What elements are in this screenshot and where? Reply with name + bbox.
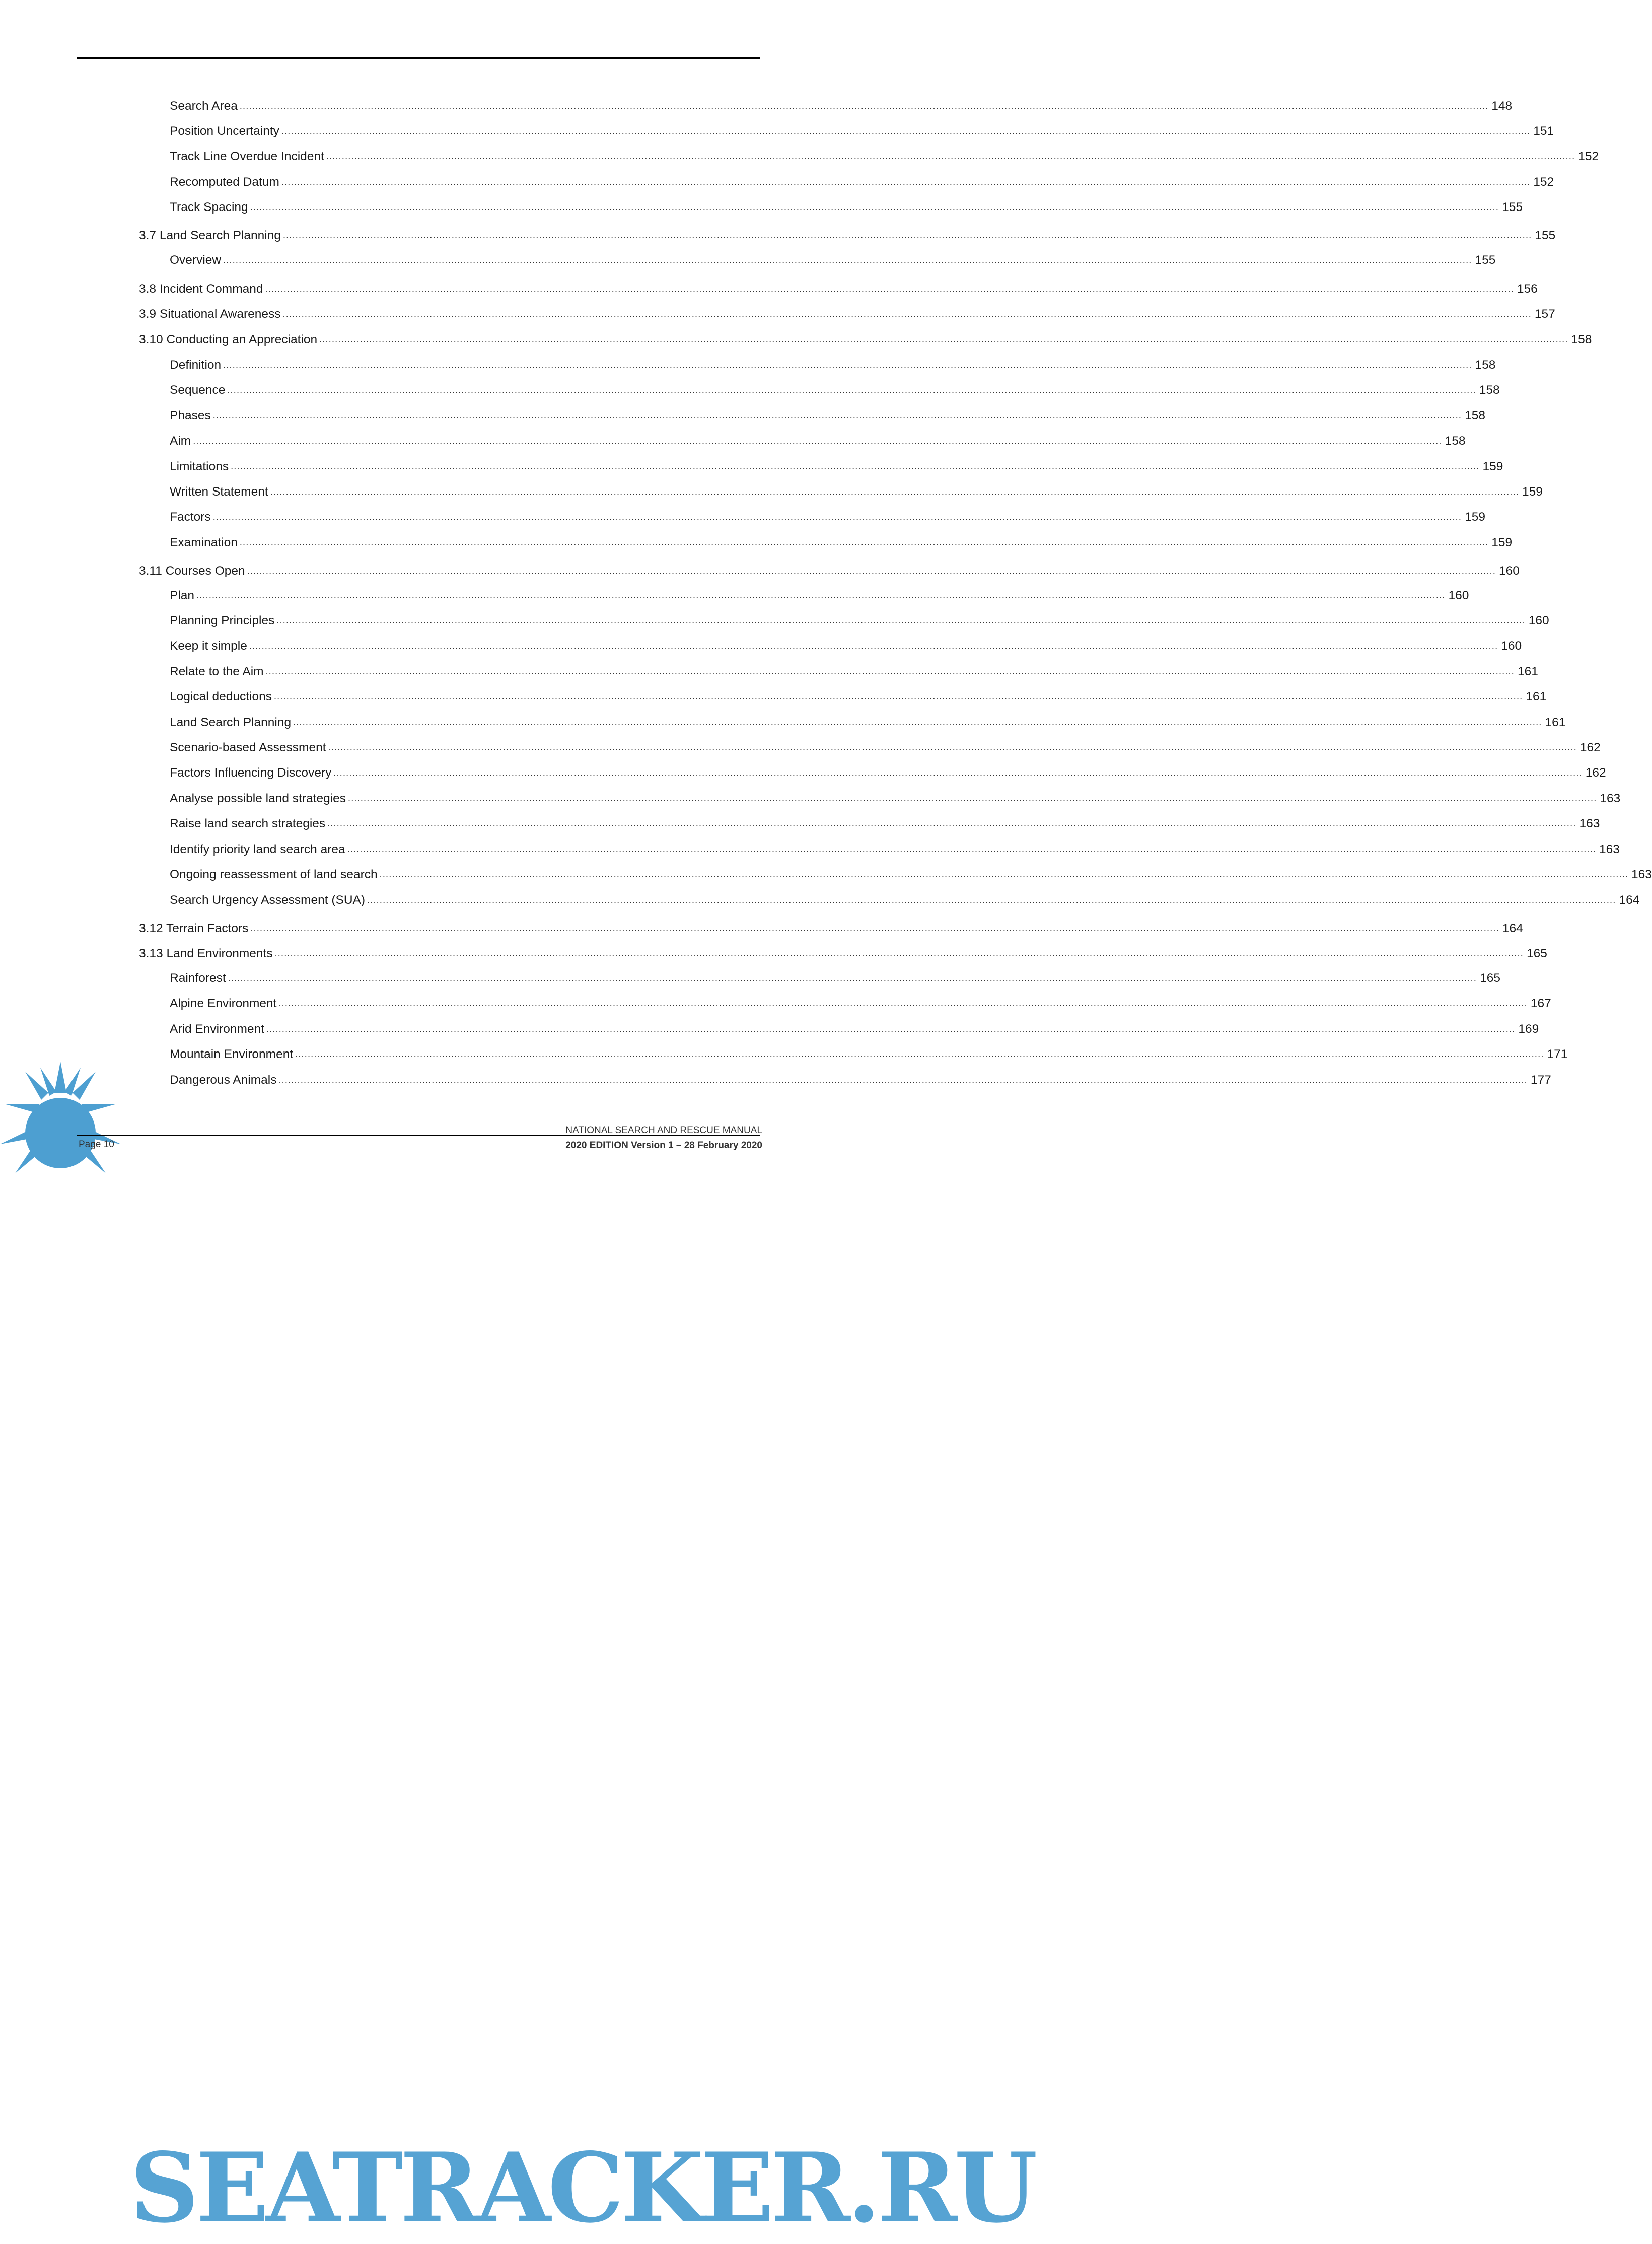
- toc-entry-label: Aim: [170, 434, 191, 448]
- toc-entry-label: Definition: [170, 358, 222, 372]
- toc-entry-label: Overview: [170, 253, 222, 267]
- toc-entry[interactable]: [170, 356, 1496, 373]
- toc-entry[interactable]: [170, 891, 1640, 908]
- toc-entry[interactable]: [170, 1020, 1539, 1037]
- toc-entry-page: 159: [1491, 536, 1513, 549]
- toc-entry-label: Land Search Planning: [170, 716, 292, 729]
- toc-entry-page: 155: [1535, 229, 1556, 242]
- toc-entry[interactable]: [170, 381, 1500, 398]
- toc-dot-leader: ................................................................................................................................................................................................................................................................................................................................................................................................................: [227, 385, 1476, 395]
- toc-entry-label: 3.10 Conducting an Appreciation: [139, 333, 318, 346]
- toc-entry[interactable]: [170, 713, 1566, 730]
- toc-entry[interactable]: [139, 330, 1592, 347]
- toc-entry-page: 151: [1533, 124, 1554, 138]
- toc-entry-page: 156: [1517, 282, 1538, 296]
- toc-dot-leader: ................................................................................................................................................................................................................................................................................................................................................................................................................: [231, 461, 1480, 471]
- toc-entry-label: 3.9 Situational Awareness: [139, 307, 281, 321]
- toc-entry-page: 165: [1526, 947, 1547, 960]
- toc-entry-label: Search Urgency Assessment (SUA): [170, 893, 366, 907]
- toc-entry-label: Sequence: [170, 383, 226, 397]
- toc-entry[interactable]: [170, 406, 1485, 424]
- toc-entry[interactable]: [170, 482, 1543, 500]
- toc-entry[interactable]: [170, 173, 1554, 190]
- toc-entry-page: 160: [1499, 564, 1520, 578]
- toc-entry-label: Position Uncertainty: [170, 124, 279, 138]
- toc-entry-page: 155: [1502, 200, 1523, 214]
- toc-entry-page: 165: [1480, 971, 1500, 985]
- toc-entry[interactable]: [170, 662, 1538, 679]
- toc-entry[interactable]: [170, 814, 1600, 831]
- toc-entry-label: 3.8 Incident Command: [139, 282, 263, 296]
- toc-entry-label: 3.13 Land Environments: [139, 947, 273, 960]
- footer-manual-info: [565, 1123, 762, 1153]
- toc-entry-page: 159: [1482, 460, 1503, 473]
- toc-entry-page: 160: [1448, 589, 1469, 602]
- toc-dot-leader: ................................................................................................................................................................................................................................................................................................................................................................................................................: [367, 895, 1616, 905]
- toc-entry[interactable]: [170, 251, 1496, 268]
- toc-entry-page: 161: [1517, 665, 1538, 678]
- toc-entry-label: Factors Influencing Discovery: [170, 766, 332, 780]
- toc-dot-leader: ................................................................................................................................................................................................................................................................................................................................................................................................................: [250, 923, 1499, 933]
- toc-entry-label: 3.12 Terrain Factors: [139, 922, 249, 935]
- toc-entry-page: 158: [1465, 409, 1485, 423]
- toc-entry-label: Alpine Environment: [170, 997, 277, 1010]
- toc-entry-label: Plan: [170, 589, 195, 602]
- toc-dot-leader: ................................................................................................................................................................................................................................................................................................................................................................................................................: [270, 486, 1520, 497]
- toc-dot-leader: ................................................................................................................................................................................................................................................................................................................................................................................................................: [327, 818, 1576, 828]
- toc-entry[interactable]: [170, 198, 1523, 215]
- toc-entry-page: 163: [1600, 792, 1621, 805]
- toc-entry-label: Recomputed Datum: [170, 175, 279, 189]
- toc-dot-leader: ................................................................................................................................................................................................................................................................................................................................................................................................................: [212, 512, 1462, 522]
- toc-dot-leader: ................................................................................................................................................................................................................................................................................................................................................................................................................: [266, 1024, 1516, 1034]
- toc-entry-label: Relate to the Aim: [170, 665, 264, 678]
- sun-logo-icon: [0, 1058, 131, 1178]
- footer-page-number: Page 10: [79, 1139, 114, 1150]
- toc-dot-leader: ................................................................................................................................................................................................................................................................................................................................................................................................................: [278, 1075, 1528, 1085]
- toc-dot-leader: ................................................................................................................................................................................................................................................................................................................................................................................................................: [282, 309, 1532, 319]
- toc-dot-leader: ................................................................................................................................................................................................................................................................................................................................................................................................................: [223, 360, 1472, 370]
- toc-entry[interactable]: [170, 611, 1549, 628]
- toc-dot-leader: ................................................................................................................................................................................................................................................................................................................................................................................................................: [333, 767, 1583, 778]
- watermark: [0, 1058, 1035, 2244]
- toc-entry[interactable]: [139, 279, 1538, 297]
- toc-entry[interactable]: [139, 226, 1556, 243]
- toc-entry[interactable]: [170, 432, 1466, 449]
- toc-entry-label: Search Area: [170, 99, 238, 113]
- toc-dot-leader: ................................................................................................................................................................................................................................................................................................................................................................................................................: [265, 666, 1515, 676]
- toc-entry-label: Ongoing reassessment of land search: [170, 868, 378, 881]
- toc-entry-page: 158: [1445, 434, 1466, 448]
- watermark-text: SEATRACKER.RU: [130, 2132, 1035, 2244]
- toc-entry[interactable]: [139, 305, 1555, 322]
- toc-entry-page: 160: [1528, 614, 1549, 627]
- toc-dot-leader: ................................................................................................................................................................................................................................................................................................................................................................................................................: [348, 793, 1597, 803]
- toc-dot-leader: ................................................................................................................................................................................................................................................................................................................................................................................................................: [247, 566, 1496, 576]
- toc-entry-page: 163: [1631, 868, 1652, 881]
- toc-dot-leader: ................................................................................................................................................................................................................................................................................................................................................................................................................: [250, 202, 1499, 212]
- toc-entry-label: Keep it simple: [170, 639, 247, 653]
- toc-entry-label: 3.11 Courses Open: [139, 564, 245, 578]
- toc-dot-leader: ................................................................................................................................................................................................................................................................................................................................................................................................................: [196, 590, 1446, 600]
- toc-entry-label: Arid Environment: [170, 1022, 264, 1036]
- toc-dot-leader: ................................................................................................................................................................................................................................................................................................................................................................................................................: [281, 177, 1531, 187]
- toc-dot-leader: ................................................................................................................................................................................................................................................................................................................................................................................................................: [379, 869, 1629, 879]
- toc-dot-leader: ................................................................................................................................................................................................................................................................................................................................................................................................................: [274, 948, 1524, 958]
- toc-entry[interactable]: [170, 969, 1500, 986]
- toc-dot-leader: ................................................................................................................................................................................................................................................................................................................................................................................................................: [223, 255, 1472, 265]
- toc-entry-label: Limitations: [170, 460, 229, 473]
- toc-dot-leader: ................................................................................................................................................................................................................................................................................................................................................................................................................: [295, 1049, 1544, 1059]
- toc-dot-leader: ................................................................................................................................................................................................................................................................................................................................................................................................................: [249, 641, 1498, 651]
- toc-entry-label: Track Line Overdue Incident: [170, 150, 324, 163]
- toc-entry-page: 164: [1619, 893, 1640, 907]
- toc-dot-leader: ................................................................................................................................................................................................................................................................................................................................................................................................................: [347, 844, 1597, 854]
- toc-entry-label: Scenario-based Assessment: [170, 741, 326, 754]
- toc-entry[interactable]: [170, 738, 1601, 755]
- toc-entry[interactable]: [170, 147, 1599, 164]
- toc-entry-page: 162: [1579, 741, 1601, 754]
- toc-entry-label: Mountain Environment: [170, 1047, 294, 1061]
- toc-entry-page: 157: [1534, 307, 1555, 321]
- toc-entry-label: Planning Principles: [170, 614, 275, 627]
- toc-entry[interactable]: [170, 789, 1621, 806]
- toc-dot-leader: ................................................................................................................................................................................................................................................................................................................................................................................................................: [281, 126, 1531, 136]
- toc-entry-page: 160: [1501, 639, 1522, 653]
- toc-entry-page: 152: [1533, 175, 1554, 189]
- toc-entry[interactable]: [139, 944, 1547, 961]
- toc-dot-leader: ................................................................................................................................................................................................................................................................................................................................................................................................................: [239, 537, 1489, 547]
- toc-entry-page: 163: [1579, 817, 1600, 830]
- toc-entry[interactable]: [139, 919, 1523, 936]
- toc-entry[interactable]: [170, 457, 1503, 474]
- toc-entry-label: Factors: [170, 510, 211, 524]
- toc-entry-page: 164: [1502, 922, 1523, 935]
- toc-entry-page: 171: [1547, 1047, 1568, 1061]
- toc-dot-leader: ................................................................................................................................................................................................................................................................................................................................................................................................................: [282, 230, 1532, 240]
- toc-dot-leader: ................................................................................................................................................................................................................................................................................................................................................................................................................: [212, 410, 1462, 420]
- toc-entry-label: Logical deductions: [170, 690, 272, 704]
- toc-entry-page: 155: [1475, 253, 1496, 267]
- toc-entry[interactable]: [170, 586, 1469, 603]
- toc-dot-leader: ................................................................................................................................................................................................................................................................................................................................................................................................................: [278, 998, 1528, 1008]
- toc-entry-label: Rainforest: [170, 971, 226, 985]
- toc-entry[interactable]: [170, 994, 1551, 1011]
- toc-entry[interactable]: [170, 763, 1606, 781]
- toc-entry[interactable]: [170, 533, 1513, 550]
- toc-entry-page: 167: [1530, 997, 1551, 1010]
- toc-entry-page: 177: [1530, 1073, 1551, 1087]
- toc-entry-page: 158: [1475, 358, 1496, 372]
- toc-entry-page: 159: [1465, 510, 1485, 524]
- toc-entry-page: 158: [1571, 333, 1592, 346]
- toc-entry-label: Examination: [170, 536, 238, 549]
- toc-entry-label: 3.7 Land Search Planning: [139, 229, 281, 242]
- toc-dot-leader: ................................................................................................................................................................................................................................................................................................................................................................................................................: [276, 615, 1526, 625]
- toc-entry-page: 148: [1491, 99, 1513, 113]
- footer-edition: 2020 EDITION Version 1 – 28 February 2020: [565, 1140, 762, 1151]
- toc-dot-leader: ................................................................................................................................................................................................................................................................................................................................................................................................................: [193, 436, 1442, 446]
- toc-entry-label: Dangerous Animals: [170, 1073, 277, 1087]
- toc-entry-page: 161: [1526, 690, 1547, 704]
- toc-entry-page: 169: [1518, 1022, 1539, 1036]
- toc-entry-page: 163: [1599, 843, 1620, 856]
- toc-entry-page: 159: [1522, 485, 1543, 499]
- toc-entry[interactable]: [170, 687, 1547, 705]
- toc-entry[interactable]: [170, 840, 1620, 857]
- toc-dot-leader: ................................................................................................................................................................................................................................................................................................................................................................................................................: [326, 151, 1575, 161]
- toc-entry-label: Analyse possible land strategies: [170, 792, 346, 805]
- footer-manual-title: NATIONAL SEARCH AND RESCUE MANUAL: [565, 1125, 762, 1136]
- toc-entry-label: Written Statement: [170, 485, 268, 499]
- toc-entry[interactable]: [170, 508, 1485, 525]
- toc-dot-leader: ................................................................................................................................................................................................................................................................................................................................................................................................................: [319, 334, 1568, 344]
- toc-entry-label: Raise land search strategies: [170, 817, 326, 830]
- toc-entry-label: Phases: [170, 409, 211, 423]
- toc-entry[interactable]: [170, 97, 1513, 114]
- toc-dot-leader: ................................................................................................................................................................................................................................................................................................................................................................................................................: [228, 973, 1477, 983]
- toc-entry-label: Identify priority land search area: [170, 843, 345, 856]
- toc-entry[interactable]: [139, 562, 1520, 579]
- toc-entry-page: 152: [1578, 150, 1599, 163]
- toc-entry-page: 161: [1545, 716, 1566, 729]
- toc-entry-page: 158: [1479, 383, 1500, 397]
- toc-entry[interactable]: [170, 865, 1652, 882]
- toc-dot-leader: ................................................................................................................................................................................................................................................................................................................................................................................................................: [265, 284, 1514, 294]
- toc-entry-label: Track Spacing: [170, 200, 248, 214]
- toc-dot-leader: ................................................................................................................................................................................................................................................................................................................................................................................................................: [293, 717, 1542, 727]
- toc-entry[interactable]: [170, 122, 1554, 139]
- toc-dot-leader: ................................................................................................................................................................................................................................................................................................................................................................................................................: [239, 101, 1489, 111]
- toc-dot-leader: ................................................................................................................................................................................................................................................................................................................................................................................................................: [273, 691, 1523, 702]
- toc-entry[interactable]: [170, 637, 1522, 654]
- toc-dot-leader: ................................................................................................................................................................................................................................................................................................................................................................................................................: [328, 742, 1577, 752]
- toc-entry-page: 162: [1585, 766, 1606, 780]
